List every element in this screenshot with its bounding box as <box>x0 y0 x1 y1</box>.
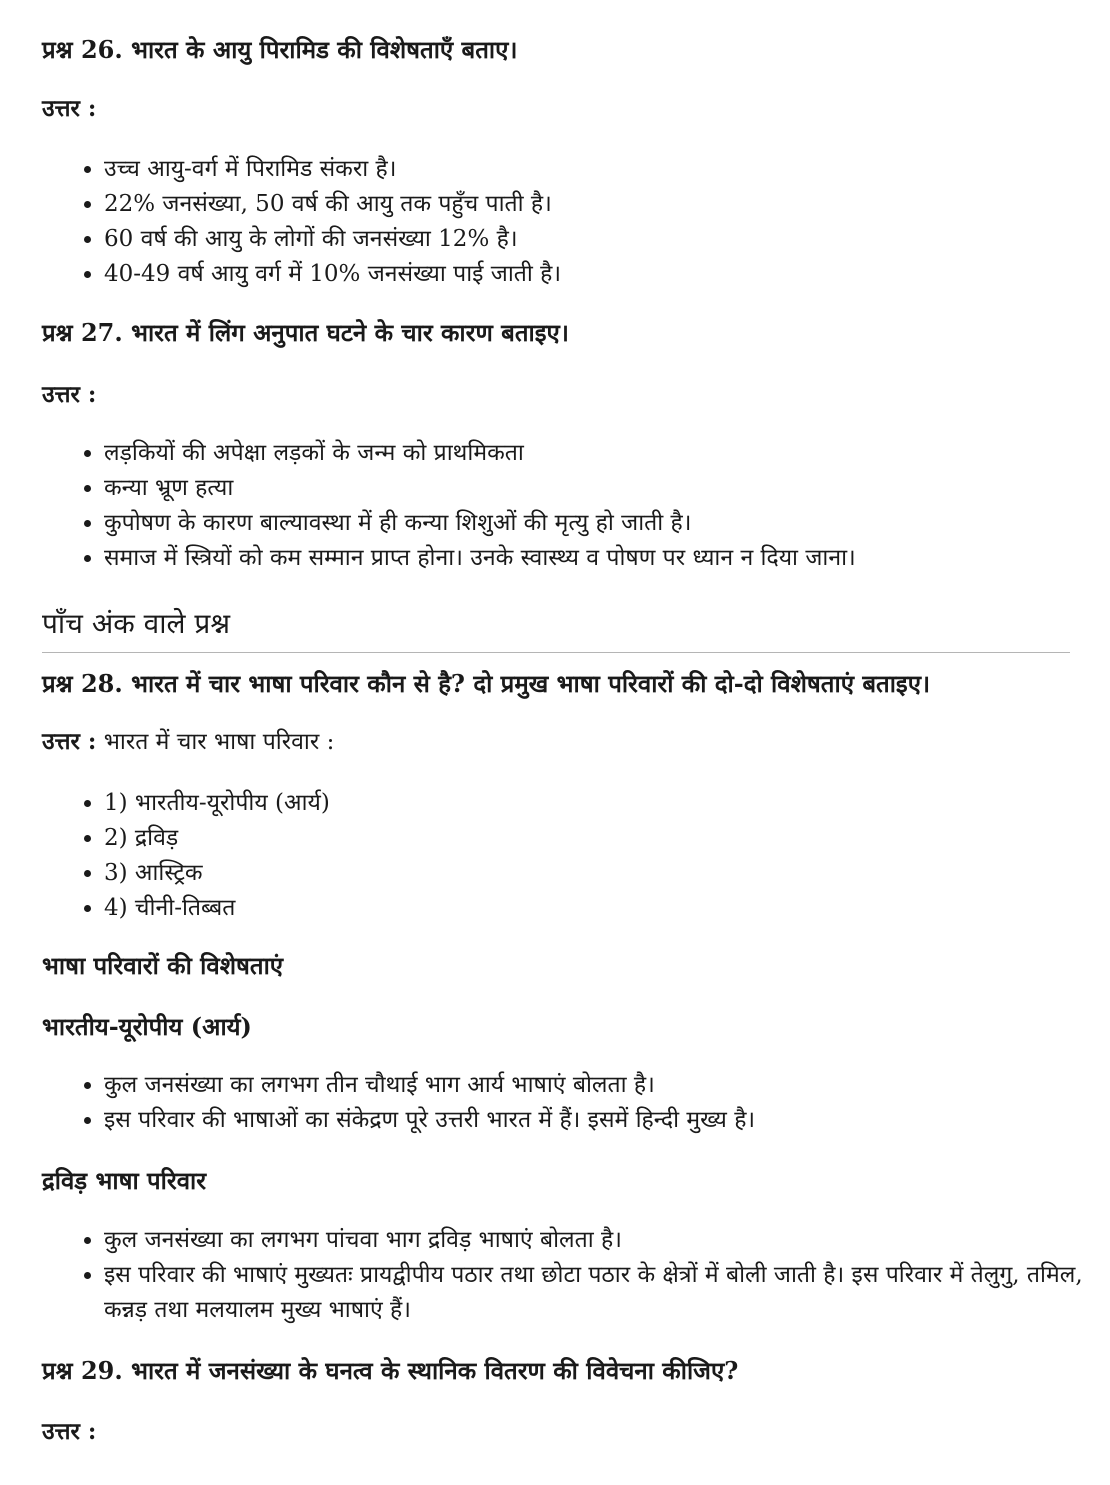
list-item: • 1) भारतीय-यूरोपीय (आर्य) <box>104 786 1084 821</box>
list-item: • कुपोषण के कारण बाल्यावस्था में ही कन्या शिशुओं की मृत्यु हो जाती है। <box>104 506 1084 541</box>
list-item: • लड़कियों की अपेक्षा लड़कों के जन्म को प्राथमिकता <box>104 436 1084 471</box>
list-item: • 22% जनसंख्या, 50 वर्ष की आयु तक पहुँच पाती है। <box>104 187 1084 222</box>
list-item: • 4) चीनी-तिब्बत <box>104 891 1084 926</box>
question-28-answer-label: उत्तर : <box>42 728 97 755</box>
list-item: • इस परिवार की भाषाओं का संकेद्रण पूरे उत्तरी भारत में हैं। इसमें हिन्दी मुख्य है। <box>104 1103 1084 1138</box>
list-item: • 40-49 वर्ष आयु वर्ग में 10% जनसंख्या पाई जाती है। <box>104 257 1084 292</box>
question-27-answer-list <box>62 436 1084 576</box>
list-item: • 60 वर्ष की आयु के लोगों की जनसंख्या 12% है। <box>104 222 1084 257</box>
question-28-title: प्रश्न 28. भारत में चार भाषा परिवार कौन से है? दो प्रमुख भाषा परिवारों की दो-दो विशेषताएं बताइए। <box>42 669 931 698</box>
question-29-answer-label: उत्तर : <box>42 1418 97 1445</box>
list-item: • 3) आस्ट्रिक <box>104 856 1084 891</box>
question-28-answer-text: भारत में चार भाषा परिवार : <box>96 729 335 755</box>
features-heading: भाषा परिवारों की विशेषताएं <box>42 951 284 980</box>
question-26-answer-list <box>62 152 1084 292</box>
dravid-family-heading: द्रविड़ भाषा परिवार <box>42 1166 207 1195</box>
list-item: • उच्च आयु-वर्ग में पिरामिड संकरा है। <box>104 152 1084 187</box>
aryan-family-heading: भारतीय-यूरोपीय (आर्य) <box>42 1012 252 1041</box>
list-item: • कुल जनसंख्या का लगभग पांचवा भाग द्रविड़ भाषाएं बोलता है। <box>104 1223 1084 1258</box>
question-27-title: प्रश्न 27. भारत में लिंग अनुपात घटने के चार कारण बताइए। <box>42 318 569 347</box>
section-divider <box>42 652 1070 653</box>
aryan-family-list <box>62 1068 1084 1138</box>
language-families-list <box>62 786 1084 926</box>
list-item: • कन्या भ्रूण हत्या <box>104 471 1084 506</box>
question-26-title: प्रश्न 26. भारत के आयु पिरामिड की विशेषताएँ बताए। <box>42 35 518 64</box>
section-heading-five-marks: पाँच अंक वाले प्रश्न <box>42 607 231 640</box>
list-item: • समाज में स्त्रियों को कम सम्मान प्राप्त होना। उनके स्वास्थ्य व पोषण पर ध्यान न दिया जाना। <box>104 541 1084 576</box>
list-item: • कुल जनसंख्या का लगभग तीन चौथाई भाग आर्य भाषाएं बोलता है। <box>104 1068 1084 1103</box>
question-26-answer-label: उत्तर : <box>42 95 97 122</box>
list-item: • 2) द्रविड़ <box>104 821 1084 856</box>
question-28-answer-line <box>42 727 334 757</box>
question-29-title: प्रश्न 29. भारत में जनसंख्या के घनत्व के स्थानिक वितरण की विवेचना कीजिए? <box>42 1356 739 1385</box>
list-item: • इस परिवार की भाषाएं मुख्यतः प्रायद्वीपीय पठार तथा छोटा पठार के क्षेत्रों में बोली जाती है। इस परिवार में तेलुगु, तमिल, कन्नड़ तथा मलयालम मुख्य भाषाएं हैं। <box>104 1258 1084 1328</box>
question-27-answer-label: उत्तर : <box>42 381 97 408</box>
dravid-family-list <box>62 1223 1084 1328</box>
